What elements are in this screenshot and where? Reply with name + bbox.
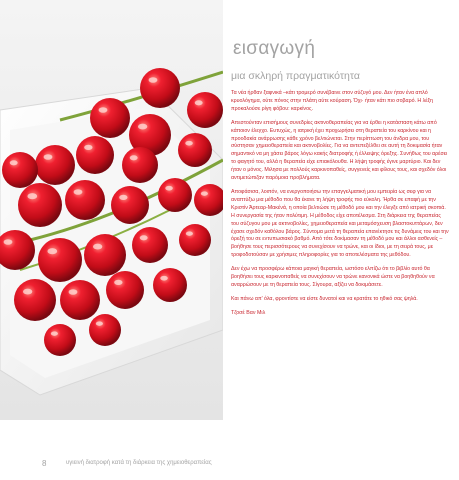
redcurrant-berry [140, 68, 180, 108]
berry-highlight [114, 280, 122, 285]
author-signature: Τζοσέ Βαν Μιλ [231, 309, 266, 316]
redcurrant-berry [76, 136, 114, 174]
berry-highlight [69, 289, 78, 295]
berry-highlight [195, 100, 203, 105]
redcurrant-berry [158, 178, 192, 212]
berry-highlight [27, 193, 37, 199]
redcurrant-berry [2, 152, 38, 188]
paragraph-4: Δεν έχω να προσφέρω κάποια μαγική θεραπεία, ωστόσο ελπίζω ότι το βιβλίο αυτό θα βοηθήσει τους καρκινοπαθείς να συνεχίσουν να τρώνε κανονικά ώστε να βοηθηθούν να αναρρώσουν με τη θεραπεία τους. Σίγουρα, αξίζει να δοκιμάσετε. [231, 266, 435, 288]
redcurrant-berry [38, 238, 82, 282]
berry-highlight [201, 191, 208, 195]
page-number: 8 [42, 459, 47, 468]
berry-highlight [99, 107, 108, 113]
redcurrant-berry [89, 314, 121, 346]
berry-highlight [138, 124, 147, 130]
redcurrant-berry [106, 271, 144, 309]
paragraph-3: Αποφάσισα, λοιπόν, να ενεργοποιήσω την επαγγελματική μου εμπειρία ως σεφ για να αναπτύξω μια μέθοδο που θα έκανε τη λήψη τροφής πιο εύκολη. Ήρθα σε επαφή με την Κριστίν Άρτεαρ-Μακένά, η οποία βελτιώσε τη μέθοδό μου και την έλεγξε από ιατρική σκοπιά. Η συνεργασία της ήταν πολύτιμη. Η μέθοδος είχε αποτέλεσμα. Στη διάρκεια της θεραπείας του σύζυγου μου με ακτινοβολίες, χημειοθεραπεία και μεταμόσχευση βλαστοκυττάρων, δεν έχασε σχεδόν καθόλου βάρος. Σύντομα μετά τη θεραπεία επανέκτησε τις δυνάμεις του και την όρεξή του σε εντυπωσιακό βαθμό. Από τότε δοκίμασαν τη μέθοδό μου και άλλοι ασθενείς –βοήθησε τους περισσότερους να συνεχίσουν να τρώνε, και οι ίδιοι, με τη σειρά τους, με τροφοδοτούσαν με χρήσιμες πληροφορίες για το αποτελέσματα της μεθόδου. [231, 188, 449, 259]
redcurrant-berry [132, 227, 168, 263]
berry-highlight [4, 239, 13, 245]
redcurrant-berry [153, 268, 187, 302]
redcurrant-berry [178, 133, 212, 167]
redcurrant-berry [84, 234, 126, 276]
redcurrant-berry [18, 183, 62, 227]
berry-highlight [140, 235, 148, 240]
berry-highlight [84, 145, 92, 150]
berry-highlight [96, 321, 103, 325]
redcurrant-berry [90, 98, 130, 138]
running-title: υγιεινή διατροφή κατά τη διάρκεια της χημειοθεραπείας [66, 460, 212, 466]
redcurrant-photo [0, 0, 223, 420]
redcurrant-berry [122, 147, 158, 183]
redcurrant-berry [65, 180, 105, 220]
berry-highlight [74, 189, 83, 195]
page-footer [0, 455, 459, 473]
berry-highlight [186, 231, 193, 235]
berry-highlight [10, 160, 18, 165]
paragraph-2: Απεστούνταν επισήμους συνεδρίες ακτινοθεραπείας για να έρθει η κατάσταση κάτω από κάποιον έλεγχο. Ευτυχώς, η ιατρική έχει προχωρήσει στη θεραπεία του καρκίνου και η προοδακία ανάρρωσης κάθε χρόνο βελτιώνεται. Στην περίπτωση του άνδρα μου, του σύστησαν χημειοθεραπεία και ακτινοβολίες. Για να αντεπεξέλθει σε αυτή τη δοκιμασία ήταν σημαντικό να μη χάσει βάρος λόγω κακής διατροφής ή έλλειψης όρεξης. Συνήθως του αρέσει το φαγητό του, αλλά η θεραπεία είχε επιακόλουθα. Η λήψη τροφής έγινε μαρτύριο. Και δεν ήταν ο μόνος. Μιλησα με πολλούς καρκινοπαθείς, συγγενείς και φίλους τους, και σχεδόν όλοι αντιμετώπιζαν παρόμοια προβλήματα. [231, 119, 448, 182]
intro-text-column [231, 38, 449, 316]
berry-highlight [44, 154, 53, 160]
redcurrant-berry [179, 224, 211, 256]
redcurrant-berry [14, 279, 56, 321]
redcurrant-berry [187, 92, 223, 128]
redcurrant-berry [44, 324, 76, 356]
redcurrant-berry [60, 280, 100, 320]
berry-highlight [160, 276, 167, 281]
page-subtitle: μια σκληρή πραγματικότητα [231, 70, 360, 82]
berry-highlight [47, 248, 57, 254]
berry-highlight [23, 289, 32, 295]
berry-highlight [185, 141, 192, 146]
page-title: εισαγωγή [233, 38, 316, 59]
berry-highlight [119, 195, 127, 200]
redcurrant-berry [111, 186, 149, 224]
berry-highlight [130, 155, 138, 160]
berry-highlight [93, 244, 102, 250]
paragraph-5: Και πάνω απ' όλα, φροντίστε να είστε δυνατοί και να κρατάτε το ηθικό σας ψηλά. [231, 295, 418, 302]
berry-highlight [149, 77, 158, 83]
paragraph-1: Τα νέα ήρθαν ξαφνικά –κάτι τρομερό συνέβαινε στον σύζυγό μου. Δεν ήταν ένα απλό κρυολόγημα, ούτε πόνος στην πλάτη αύτε κούραση. Όχι· ήταν κάτι πιο σοβαρό. Η λέξη προκαλούσε ρίγη φόβου: καρκίνος. [231, 90, 433, 112]
redcurrant-berry [35, 145, 75, 185]
berry-highlight [51, 331, 58, 335]
berry-highlight [165, 186, 172, 191]
